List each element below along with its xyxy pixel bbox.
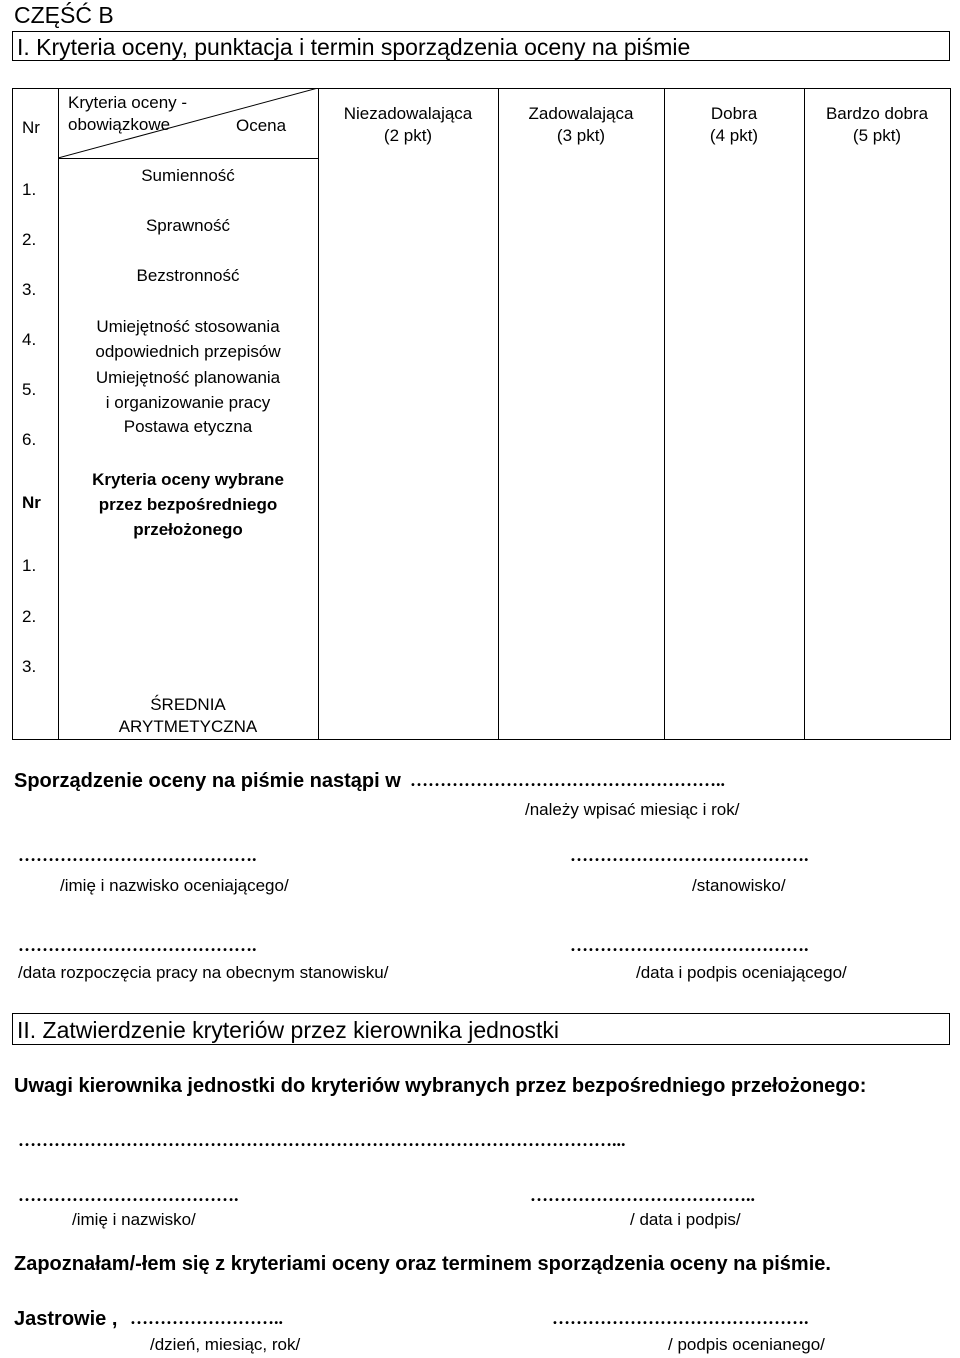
criteria-header-line2: obowiązkowe [68,115,171,134]
average-label: ŚREDNIA ARYTMETYCZNA [118,695,258,736]
col-satisfactory: Zadowalająca (3 pkt) [528,104,634,145]
col-good: Dobra (4 pkt) [709,104,759,145]
section-2-title: II. Zatwierdzenie kryteriów przez kierownika jednostki [12,1013,950,1045]
evaluator-name-field[interactable]: …………………………………. [18,845,257,865]
criterion-label: Sumienność [141,166,235,185]
row-nr: 2. [22,230,37,249]
manager-date-hint: / data i podpis/ [630,1210,741,1229]
ocena-label: Ocena [236,116,287,135]
row-nr: 1. [22,180,37,199]
remarks-field[interactable]: ………………………………………………………………………………………... [18,1130,626,1150]
nr-header: Nr [22,118,40,137]
criterion-label: Umiejętność planowania i organizowanie pracy [95,368,281,412]
employee-date-hint: /dzień, miesiąc, rok/ [150,1335,301,1354]
evaluator-sign-field[interactable]: …………………………………. [570,935,809,955]
section-1-title: I. Kryteria oceny, punktacja i termin sporządzenia oceny na piśmie [12,31,950,61]
position-field[interactable]: …………………………………. [570,845,809,865]
start-date-hint: /data rozpoczęcia pracy na obecnym stanowisku/ [18,963,389,982]
position-hint: /stanowisko/ [692,876,786,895]
place-label: Jastrowie , [14,1308,118,1330]
deadline-field[interactable]: …………………………………………….. [410,770,725,790]
manager-date-field[interactable]: ……………………………….. [530,1185,755,1205]
employee-signature-field[interactable]: ……………………………………. [552,1308,809,1328]
remarks-label: Uwagi kierownika jednostki do kryteriów wybranych przez bezpośredniego przełożonego: [14,1075,867,1097]
evaluator-sign-hint: /data i podpis oceniającego/ [636,963,847,982]
nr-header-2: Nr [22,493,41,512]
employee-signature-hint: / podpis ocenianego/ [668,1335,825,1354]
deadline-hint: /należy wpisać miesiąc i rok/ [525,800,740,819]
row-nr: 5. [22,380,37,399]
col-very-good: Bardzo dobra (5 pkt) [825,104,929,145]
row-nr: 4. [22,330,37,349]
employee-date-field[interactable]: …………………….. [130,1308,283,1328]
acknowledgement-text: Zapoznałam/-łem się z kryteriami oceny oraz terminem sporządzenia oceny na piśmie. [14,1253,831,1275]
selected-row-nr: 2. [22,607,37,626]
start-date-field[interactable]: …………………………………. [18,935,257,955]
criteria-header-line1: Kryteria oceny - [68,93,188,112]
selected-criteria-header: Kryteria oceny wybrane przez bezpośredniego przełożonego [92,470,284,539]
part-title: CZĘŚĆ B [14,2,114,28]
selected-row-nr: 3. [22,657,37,676]
manager-name-field[interactable]: ………………………………. [18,1185,239,1205]
col-unsatisfactory: Niezadowalająca (2 pkt) [343,104,473,145]
criterion-label: Postawa etyczna [123,417,253,436]
row-nr: 3. [22,280,37,299]
criterion-label: Bezstronność [136,266,240,285]
manager-name-hint: /imię i nazwisko/ [72,1210,196,1229]
deadline-label: Sporządzenie oceny na piśmie nastąpi w [14,770,401,792]
evaluator-name-hint: /imię i nazwisko oceniającego/ [60,876,289,895]
selected-row-nr: 1. [22,556,37,575]
criterion-label: Umiejętność stosowania odpowiednich przepisów [95,317,281,361]
criterion-label: Sprawność [145,216,231,235]
row-nr: 6. [22,430,37,449]
